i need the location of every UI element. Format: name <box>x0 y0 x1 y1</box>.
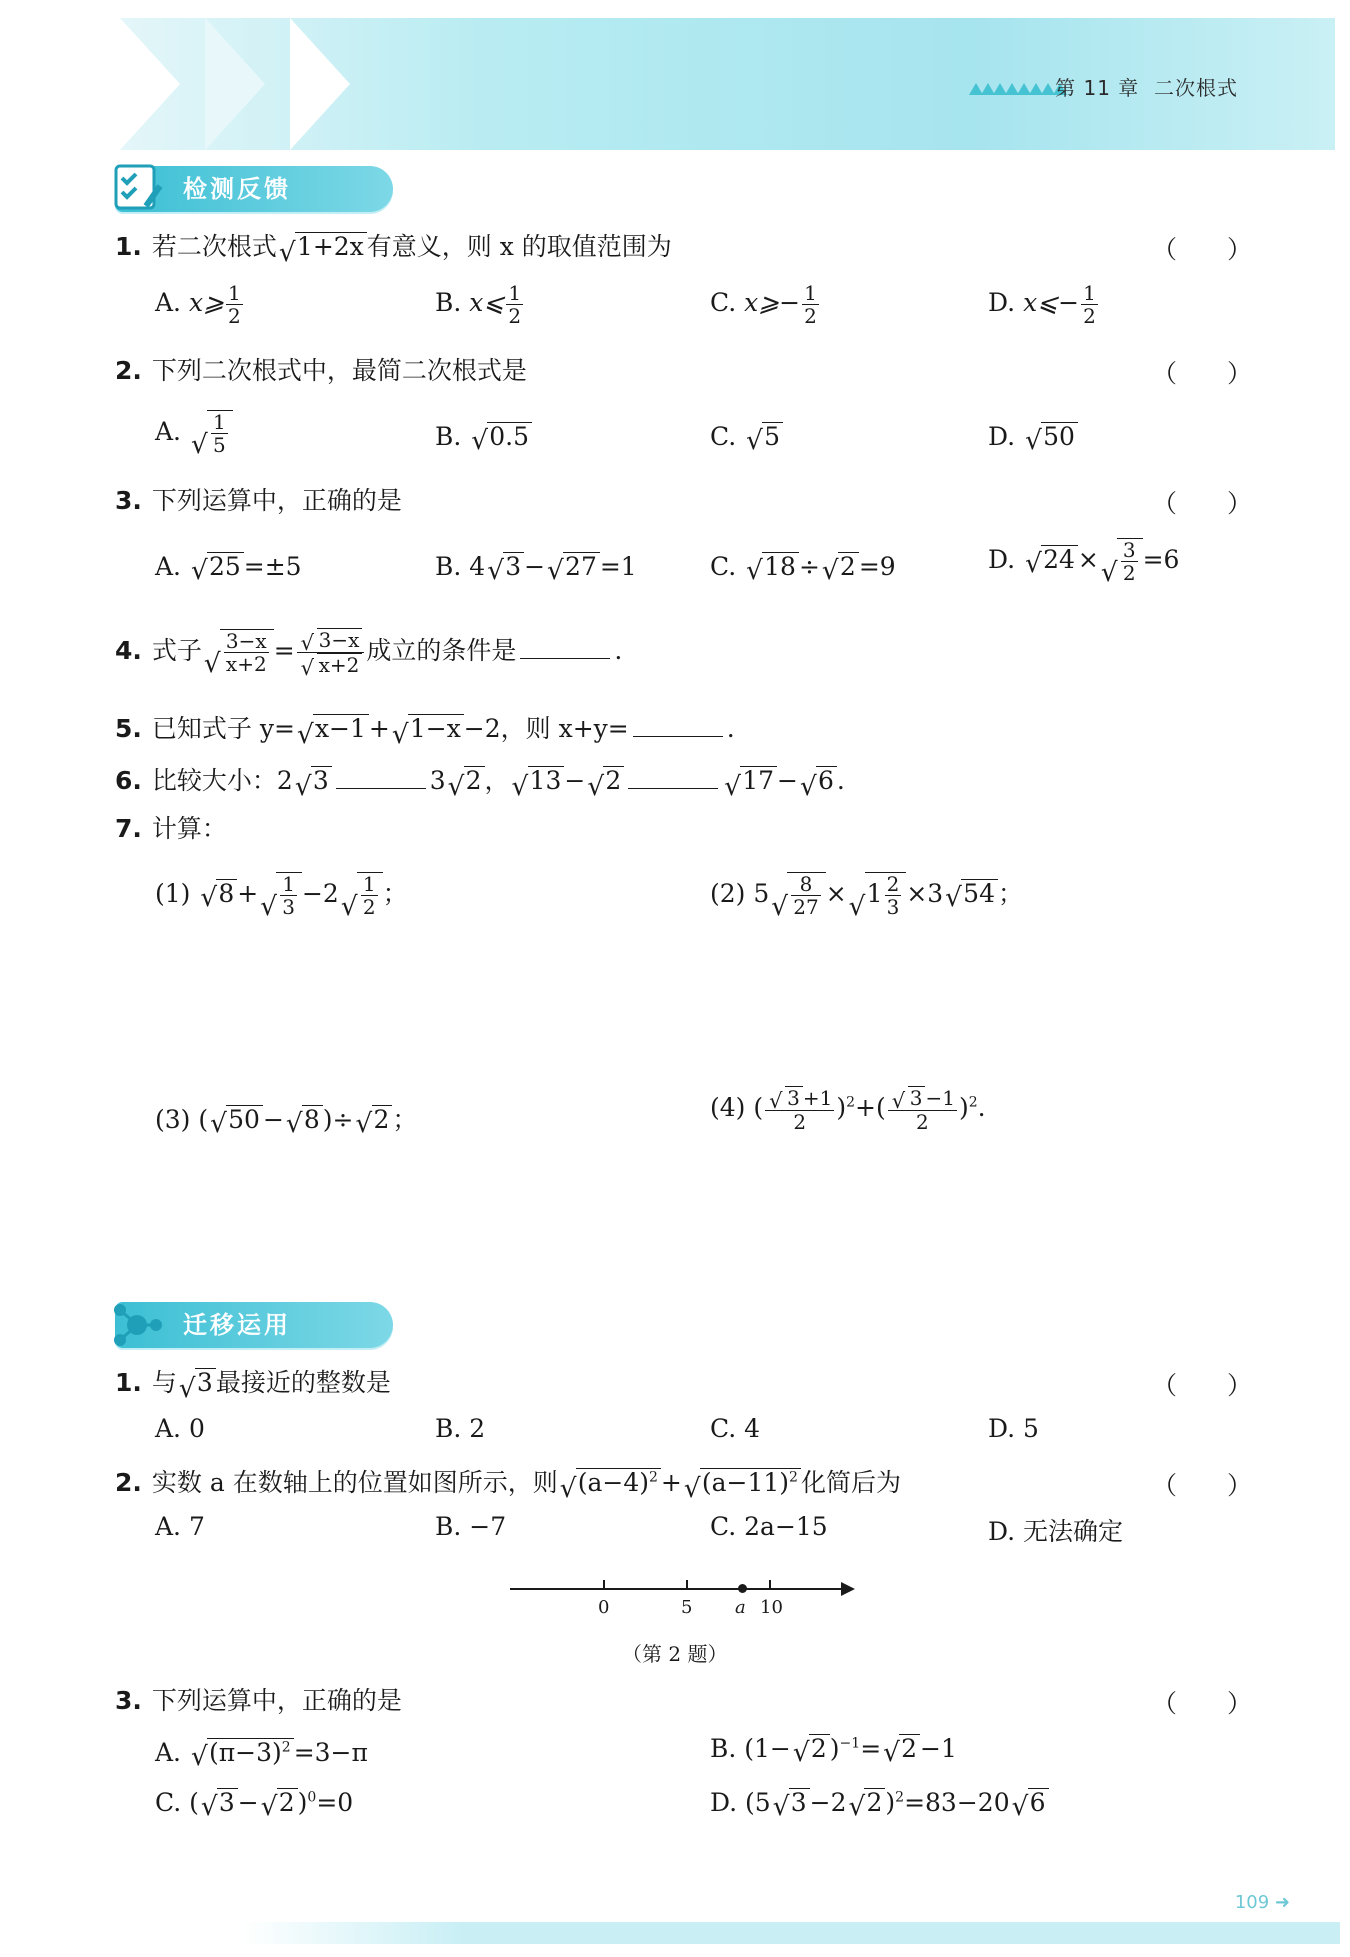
option-d: D. 无法确定 <box>988 1517 1124 1546</box>
tick-10 <box>769 1580 771 1590</box>
subproblem-1: (1) √ 8 + √ $\frac{1}{3}$ −2 √ $\frac{1}{2}$ ； <box>155 872 408 918</box>
answer-paren: （ ） <box>1152 1471 1253 1500</box>
option-b: B. x⩽ $\frac{1}{2}$ <box>435 281 522 328</box>
tick-label-0: 0 <box>598 1597 610 1618</box>
option-d: D. x⩽− $\frac{1}{2}$ <box>988 281 1096 328</box>
question-1: 1. 若二次根式√ 1+2x 有意义，则 x 的取值范围为 <box>115 230 672 264</box>
tick-5 <box>686 1580 688 1590</box>
option-c: C. √ 5 <box>710 422 783 452</box>
question-5: 5. 已知式子 y=√ x−1 +√ 1−x −2，则 x+y= . <box>115 712 735 746</box>
molecule-icon <box>110 1298 156 1344</box>
option-b: B. 2 <box>435 1414 486 1443</box>
option-c: C. x⩾− $\frac{1}{2}$ <box>710 281 817 328</box>
option-b: B. 4√ 3 −√ 27 =1 <box>435 552 637 582</box>
option-c: C. 2a−15 <box>710 1512 828 1541</box>
option-a: A. 0 <box>155 1414 205 1443</box>
question-2: 2. 下列二次根式中，最简二次根式是 <box>115 356 527 385</box>
option-a: A. x⩾ $\frac{1}{2}$ <box>155 281 241 328</box>
tick-label-10: 10 <box>760 1597 783 1618</box>
option-d: D. (5√ 3 −2√ 2 )$^2$=83−20√ 6 <box>710 1788 1049 1818</box>
tick-0 <box>603 1580 605 1590</box>
option-b: B. −7 <box>435 1512 507 1541</box>
header-decoration <box>969 80 1065 99</box>
option-a: A. 7 <box>155 1512 205 1541</box>
tick-label-a: a <box>735 1597 746 1618</box>
answer-blank[interactable] <box>336 764 426 789</box>
answer-paren: （ ） <box>1152 1371 1253 1400</box>
option-d: D. 5 <box>988 1414 1039 1443</box>
subproblem-3: (3) (√ 50 −√ 8 )÷√ 2 ； <box>155 1100 417 1136</box>
section-badge-check: 检测反馈 <box>115 166 393 212</box>
header-chevron <box>205 18 265 150</box>
answer-paren: （ ） <box>1152 235 1253 264</box>
option-a: A. √ $\frac{1}{5}$ <box>155 410 233 456</box>
subproblem-2: (2) 5 √ $\frac{8}{27}$ ×√ 1 $\frac{2}{3}$ ×3√ 54 ； <box>710 872 1023 918</box>
option-c: C. √ 18 ÷√ 2 =9 <box>710 552 896 582</box>
header-chevron <box>290 18 350 150</box>
question-7: 7. 计算： <box>115 814 227 843</box>
answer-blank[interactable] <box>628 764 718 789</box>
subproblem-4: (4) ( √ $\frac{3 +1}{2}$ )$^2$+( √ $\frac{3 -1}{2}$ )$^2$. <box>710 1086 986 1133</box>
option-b: B. √ 0.5 <box>435 422 532 452</box>
chapter-title: 第 11 章 二次根式 <box>1055 76 1238 100</box>
answer-blank[interactable] <box>520 634 610 659</box>
question-2: 2. 实数 a 在数轴上的位置如图所示，则√ $(a-4)^2$ +√ $(a-11)^2$ 化简后为 <box>115 1466 901 1500</box>
number-line <box>510 1588 845 1590</box>
figure-caption: （第 2 题） <box>622 1642 728 1666</box>
header-chevron <box>120 18 180 150</box>
answer-blank[interactable] <box>633 712 723 737</box>
option-c: C. 4 <box>710 1414 761 1443</box>
answer-paren: （ ） <box>1152 1689 1253 1718</box>
option-b: B. (1−√ 2 )$^{-1}$=√ 2 −1 <box>710 1734 957 1764</box>
point-a <box>738 1584 747 1593</box>
footer-strip <box>240 1922 1340 1944</box>
option-d: D. √ 24 × √ $\frac{3}{2}$ =6 <box>988 538 1179 584</box>
answer-paren: （ ） <box>1152 489 1253 518</box>
question-4: 4. 式子 √ $\frac{3-x}{x+2}$ = √ 3−x √ x+2 成立的条件是 . <box>115 628 622 677</box>
answer-paren: （ ） <box>1152 359 1253 388</box>
question-6: 6. 比较大小：2√ 3 3√ 2 ，√ 13 −√ 2√ 17 −√ 6 . <box>115 764 845 798</box>
option-a: A. √ $(\pi-3)^2 =3-\pi$ <box>155 1738 368 1768</box>
question-3: 3. 下列运算中，正确的是 <box>115 1686 402 1715</box>
option-c: C. (√ 3 −√ 2 )$^0$=0 <box>155 1788 353 1818</box>
tick-label-5: 5 <box>681 1597 693 1618</box>
checklist-icon <box>112 162 158 208</box>
option-a: A. √ 25 =±5 <box>155 552 302 582</box>
number-line-arrow <box>841 1582 855 1596</box>
question-3: 3. 下列运算中，正确的是 <box>115 486 402 515</box>
question-1: 1. 与√ 3 最接近的整数是 <box>115 1366 391 1400</box>
option-d: D. √ 50 <box>988 422 1078 452</box>
section-badge-transfer: 迁移运用 <box>115 1302 393 1348</box>
page-number: 109 ➜ <box>1234 1892 1290 1913</box>
